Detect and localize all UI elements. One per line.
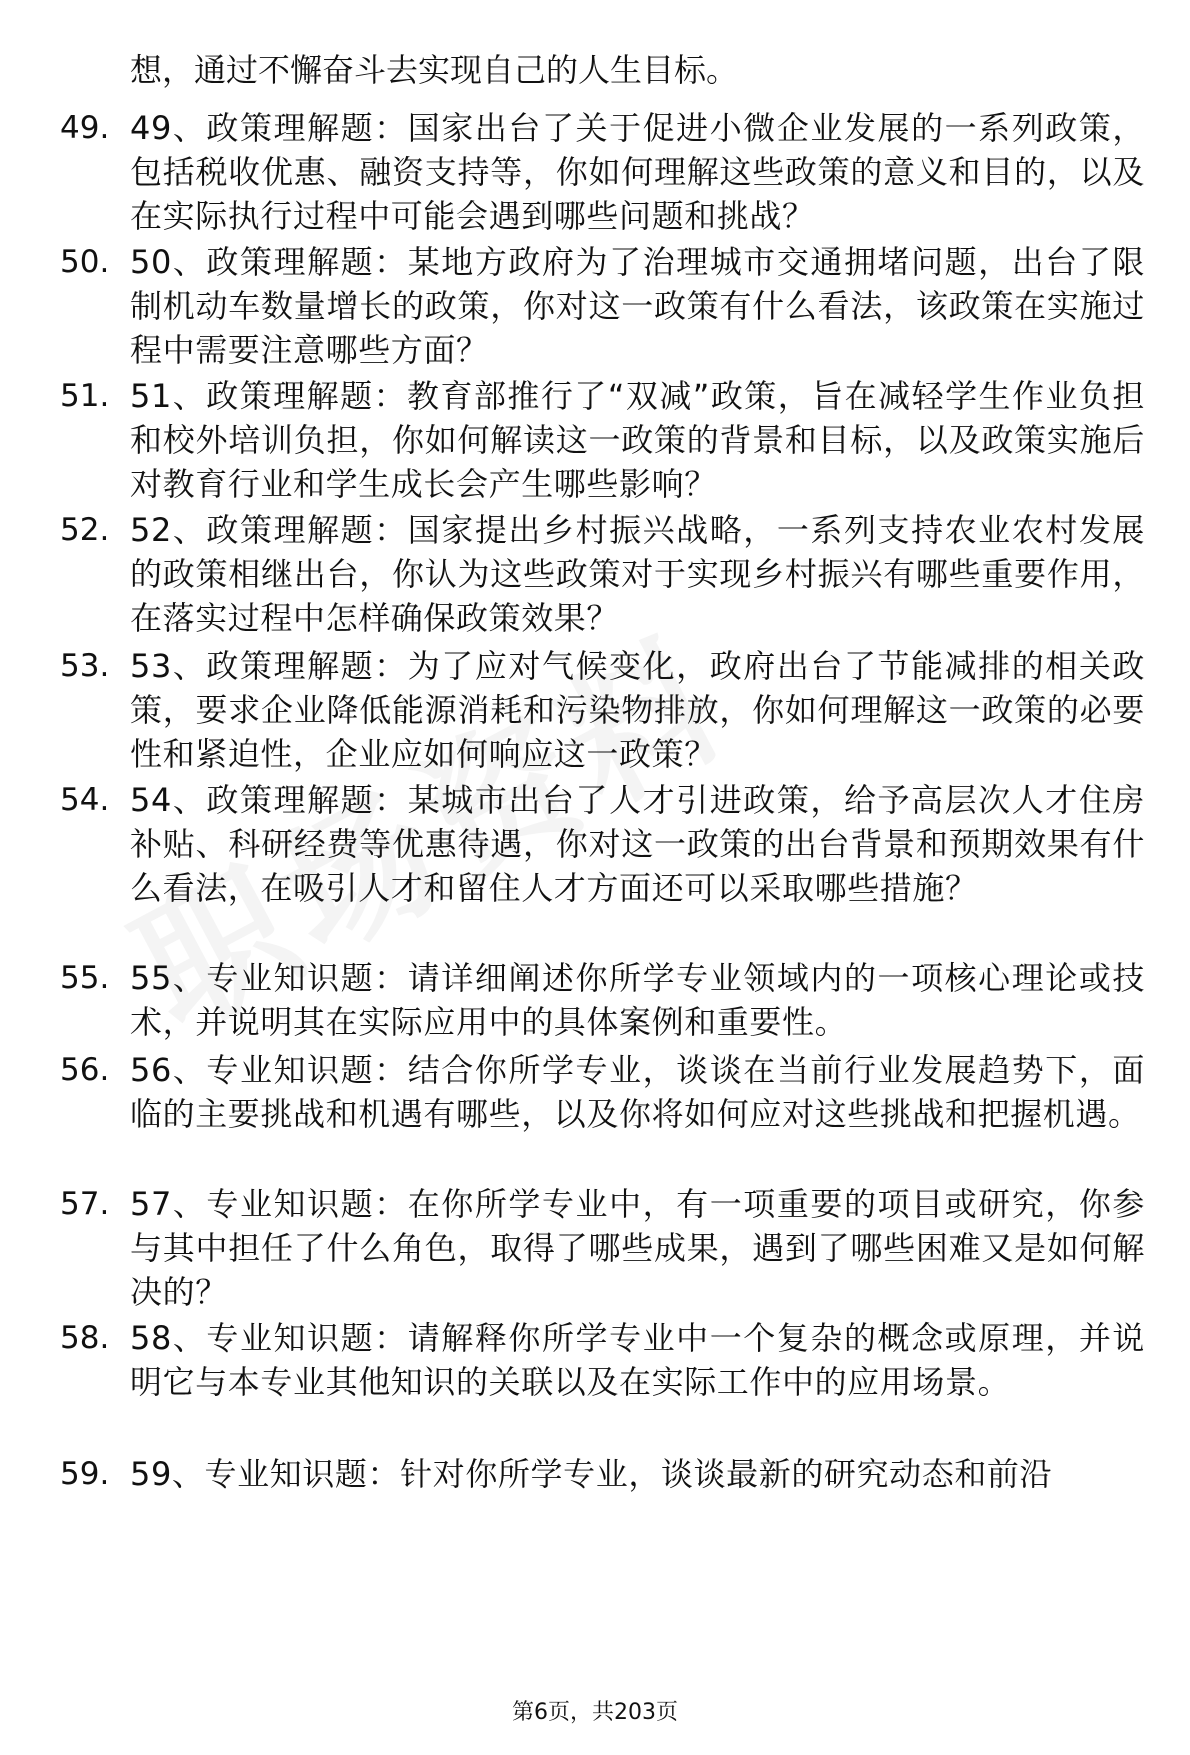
item-number: 55. — [60, 960, 110, 996]
item-text: 49、政策理解题：国家出台了关于促进小微企业发展的一系列政策，包括税收优惠、融资支持等，你如何理解这些政策的意义和目的，以及在实际执行过程中可能会遇到哪些问题和挑战？ — [130, 109, 1145, 235]
page-footer: 第6页，共203页 — [512, 1700, 678, 1725]
item-number: 52. — [60, 512, 110, 548]
item-number: 50. — [60, 244, 110, 280]
continuation-text: 想，通过不懈奋斗去实现自己的人生目标。 — [130, 51, 739, 89]
item-text: 54、政策理解题：某城市出台了人才引进政策，给予高层次人才住房补贴、科研经费等优惠待遇，你对这一政策的出台背景和预期效果有什么看法，在吸引人才和留住人才方面还可以采取哪些措施？ — [130, 781, 1145, 907]
item-number: 59. — [60, 1456, 110, 1492]
item-text: 51、政策理解题：教育部推行了“双减”政策，旨在减轻学生作业负担和校外培训负担，你如何解读这一政策的背景和目标，以及政策实施后对教育行业和学生成长会产生哪些影响？ — [130, 377, 1145, 503]
item-number: 58. — [60, 1320, 110, 1356]
item-text: 59、专业知识题：针对你所学专业，谈谈最新的研究动态和前沿 — [130, 1455, 1053, 1493]
item-text: 55、专业知识题：请详细阐述你所学专业领域内的一项核心理论或技术，并说明其在实际应用中的具体案例和重要性。 — [130, 959, 1145, 1041]
item-text: 50、政策理解题：某地方政府为了治理城市交通拥堵问题，出台了限制机动车数量增长的政策，你对这一政策有什么看法，该政策在实施过程中需要注意哪些方面？ — [130, 243, 1145, 369]
item-number: 53. — [60, 648, 110, 684]
item-text: 57、专业知识题：在你所学专业中，有一项重要的项目或研究，你参与其中担任了什么角色，取得了哪些成果，遇到了哪些困难又是如何解决的？ — [130, 1185, 1145, 1311]
item-number: 54. — [60, 782, 110, 818]
item-number: 57. — [60, 1186, 110, 1222]
item-text: 52、政策理解题：国家提出乡村振兴战略，一系列支持农业农村发展的政策相继出台，你认为这些政策对于实现乡村振兴有哪些重要作用，在落实过程中怎样确保政策效果？ — [130, 511, 1145, 637]
item-number: 51. — [60, 378, 110, 414]
item-text: 58、专业知识题：请解释你所学专业中一个复杂的概念或原理，并说明它与本专业其他知识的关联以及在实际工作中的应用场景。 — [130, 1319, 1145, 1401]
item-number: 56. — [60, 1052, 110, 1088]
item-number: 49. — [60, 110, 110, 146]
item-text: 53、政策理解题：为了应对气候变化，政府出台了节能减排的相关政策，要求企业降低能源消耗和污染物排放，你如何理解这一政策的必要性和紧迫性，企业应如何响应这一政策？ — [130, 647, 1145, 773]
item-text: 56、专业知识题：结合你所学专业，谈谈在当前行业发展趋势下，面临的主要挑战和机遇有哪些，以及你将如何应对这些挑战和把握机遇。 — [130, 1051, 1145, 1133]
